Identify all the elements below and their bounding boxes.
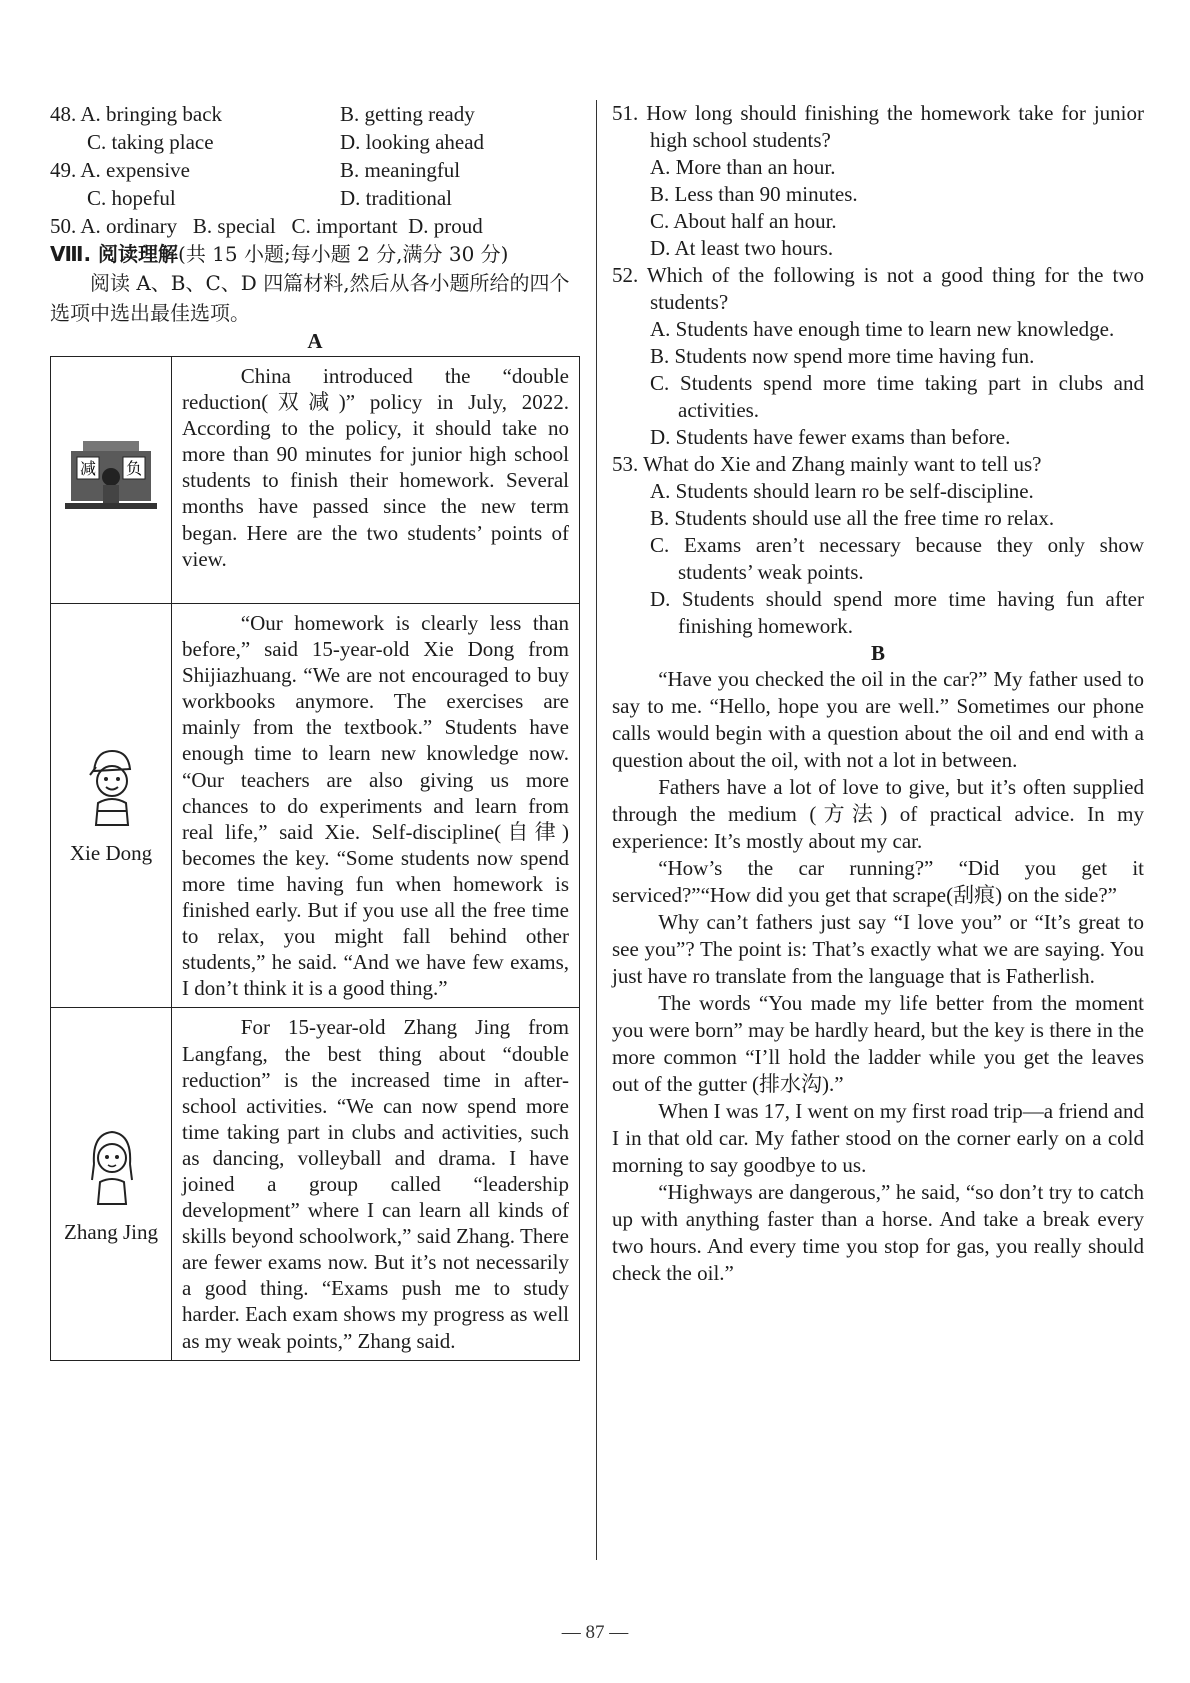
passage-b-paragraph: When I was 17, I went on my first road trip—a friend and I in that old car. My father stood on the corner early on a cold morning to say goodbye to us.	[612, 1099, 1144, 1177]
answer-option: D. Students should spend more time having fun after finishing homework.	[650, 587, 1144, 638]
answer-option: B. Less than 90 minutes.	[650, 182, 858, 206]
question-53	[612, 451, 1144, 640]
left-column	[50, 100, 580, 1361]
q49-row1	[50, 156, 580, 184]
girl-avatar-icon	[86, 1124, 136, 1210]
passage-b-label: B	[870, 641, 885, 665]
q48-row1	[50, 100, 580, 128]
answer-option: D. Students have fewer exams than before.	[650, 425, 1011, 449]
answer-option: C. Exams aren’t necessary because they only show students’ weak points.	[650, 533, 1144, 584]
question-51	[612, 100, 1144, 262]
q49-row2	[50, 184, 580, 212]
answer-option: A. More than an hour.	[650, 155, 836, 179]
student-name-xie: Xie Dong	[69, 841, 153, 866]
answer-option: C. Students spend more time taking part in clubs and activities.	[650, 371, 1144, 422]
q50-row: 50. A. ordinary B. special C. important D. proud	[50, 214, 483, 238]
intro-text: China introduced the “double reduction(双减)” policy in July, 2022. According to the policy, it should take no more than 90 minutes for junior high school students to finish their homework. Several months have passed since the new term began. Here are the two students’ points of view.	[182, 364, 569, 571]
option: B. getting ready	[340, 102, 475, 126]
xie-text: “Our homework is clearly less than before,” said 15-year-old Xie Dong from Shijiazhuang. “We are not encouraged to buy workbooks anymore. The exercises are mainly from the textbook.” Students have enough time to learn new knowledge now. “Our teachers are also giving us more chances to do experiments and learn from real life,” said Xie. Self-discipline(自律) becomes the key. “Some students now spend more time having fun when homework is finished early. But if you use all the free time to relax, you might fall behind other students,” he said. “And we have few exams, I don’t think it is a good thing.”	[182, 611, 569, 1001]
page-number: — 87 —	[561, 1622, 629, 1643]
instruction-text: 阅读 A、B、C、D 四篇材料,然后从各小题所给的四个选项中选出最佳选项。	[50, 271, 570, 325]
passage-b-paragraph: Why can’t fathers just say “I love you” or “It’s great to see you”? The point is: That’s exactly what we are saying. You just have ro translate from the language that is Fatherlish.	[612, 910, 1144, 988]
passage-a-table	[50, 356, 580, 1361]
answer-option: A. Students should learn ro be self-discipline.	[650, 479, 1034, 503]
table-row	[51, 604, 580, 1008]
option: 48. A. bringing back	[50, 102, 223, 126]
pic-cell	[51, 604, 172, 1008]
passage-b-paragraph: The words “You made my life better from the moment you were born” may be hardly heard, but the key is there in the more common “I’ll hold the ladder while you get the leaves out of the gutter (排水沟).”	[612, 991, 1144, 1096]
option: B. meaningful	[340, 158, 461, 182]
passage-b-paragraph: Fathers have a lot of love to give, but it’s often supplied through the medium (方法) of practical advice. In my experience: It’s mostly about my car.	[612, 775, 1144, 853]
question-52	[612, 262, 1144, 451]
option: 49. A. expensive	[50, 158, 190, 182]
option: C. hopeful	[87, 186, 176, 210]
pic-label: 负	[125, 459, 143, 478]
xie-text-cell	[172, 604, 580, 1008]
answer-option: A. Students have enough time to learn new knowledge.	[650, 317, 1115, 341]
reduce-burden-illustration	[63, 437, 159, 517]
option: C. taking place	[87, 130, 214, 154]
intro-text-cell	[172, 357, 580, 604]
passage-a-label: A	[307, 329, 323, 353]
answer-option: B. Students now spend more time having fun.	[650, 344, 1035, 368]
column-divider	[596, 100, 597, 1560]
question-stem: 52. Which of the following is not a good thing for the two students?	[612, 263, 1144, 314]
pic-cell	[51, 1008, 172, 1360]
boy-avatar-icon	[86, 745, 136, 831]
option: D. traditional	[340, 186, 452, 210]
answer-option: B. Students should use all the free time ro relax.	[650, 506, 1055, 530]
table-row	[51, 357, 580, 604]
student-name-zhang: Zhang Jing	[64, 1219, 158, 1244]
section-title: Ⅷ. 阅读理解	[50, 242, 179, 266]
question-stem: 53. What do Xie and Zhang mainly want to tell us?	[612, 452, 1042, 476]
pic-label: 减	[79, 459, 97, 478]
answer-option: C. About half an hour.	[650, 209, 837, 233]
table-row	[51, 1008, 580, 1360]
passage-b-paragraph: “Highways are dangerous,” he said, “so don’t try to catch up with anything faster than a horse. And take a break every two hours. And every time you stop for gas, you really should check the oil.”	[612, 1180, 1144, 1285]
section-heading	[50, 240, 580, 268]
pic-cell	[51, 357, 172, 604]
zhang-text-cell	[172, 1008, 580, 1360]
question-stem: 51. How long should finishing the homework take for junior high school students?	[612, 101, 1144, 152]
passage-b-paragraph: “Have you checked the oil in the car?” My father used to say to me. “Hello, hope you are well.” Sometimes our phone calls would begin with a question about the oil and end with a question about the oil, with not a lot in between.	[612, 667, 1144, 772]
option: D. looking ahead	[340, 130, 485, 154]
passage-b-paragraph: “How’s the car running?” “Did you get it serviced?”“How did you get that scrape(刮痕) on the side?”	[612, 856, 1144, 907]
zhang-text: For 15-year-old Zhang Jing from Langfang, the best thing about “double reduction” is the increased time in after-school activities. “We can now spend more time taking part in clubs and activities, such as dancing, volleyball and drama. I have joined a group called “leadership development” where I can learn all kinds of skills beyond schoolwork,” said Zhang. There are fewer exams now. But it’s not necessarily a good thing. “Exams push me to study harder. Each exam shows my progress as well as my weak points,” Zhang said.	[182, 1015, 569, 1353]
q48-row2	[50, 128, 580, 156]
answer-option: D. At least two hours.	[650, 236, 834, 260]
right-column	[612, 100, 1144, 1287]
section-subtitle: (共 15 小题;每小题 2 分,满分 30 分)	[178, 242, 509, 266]
